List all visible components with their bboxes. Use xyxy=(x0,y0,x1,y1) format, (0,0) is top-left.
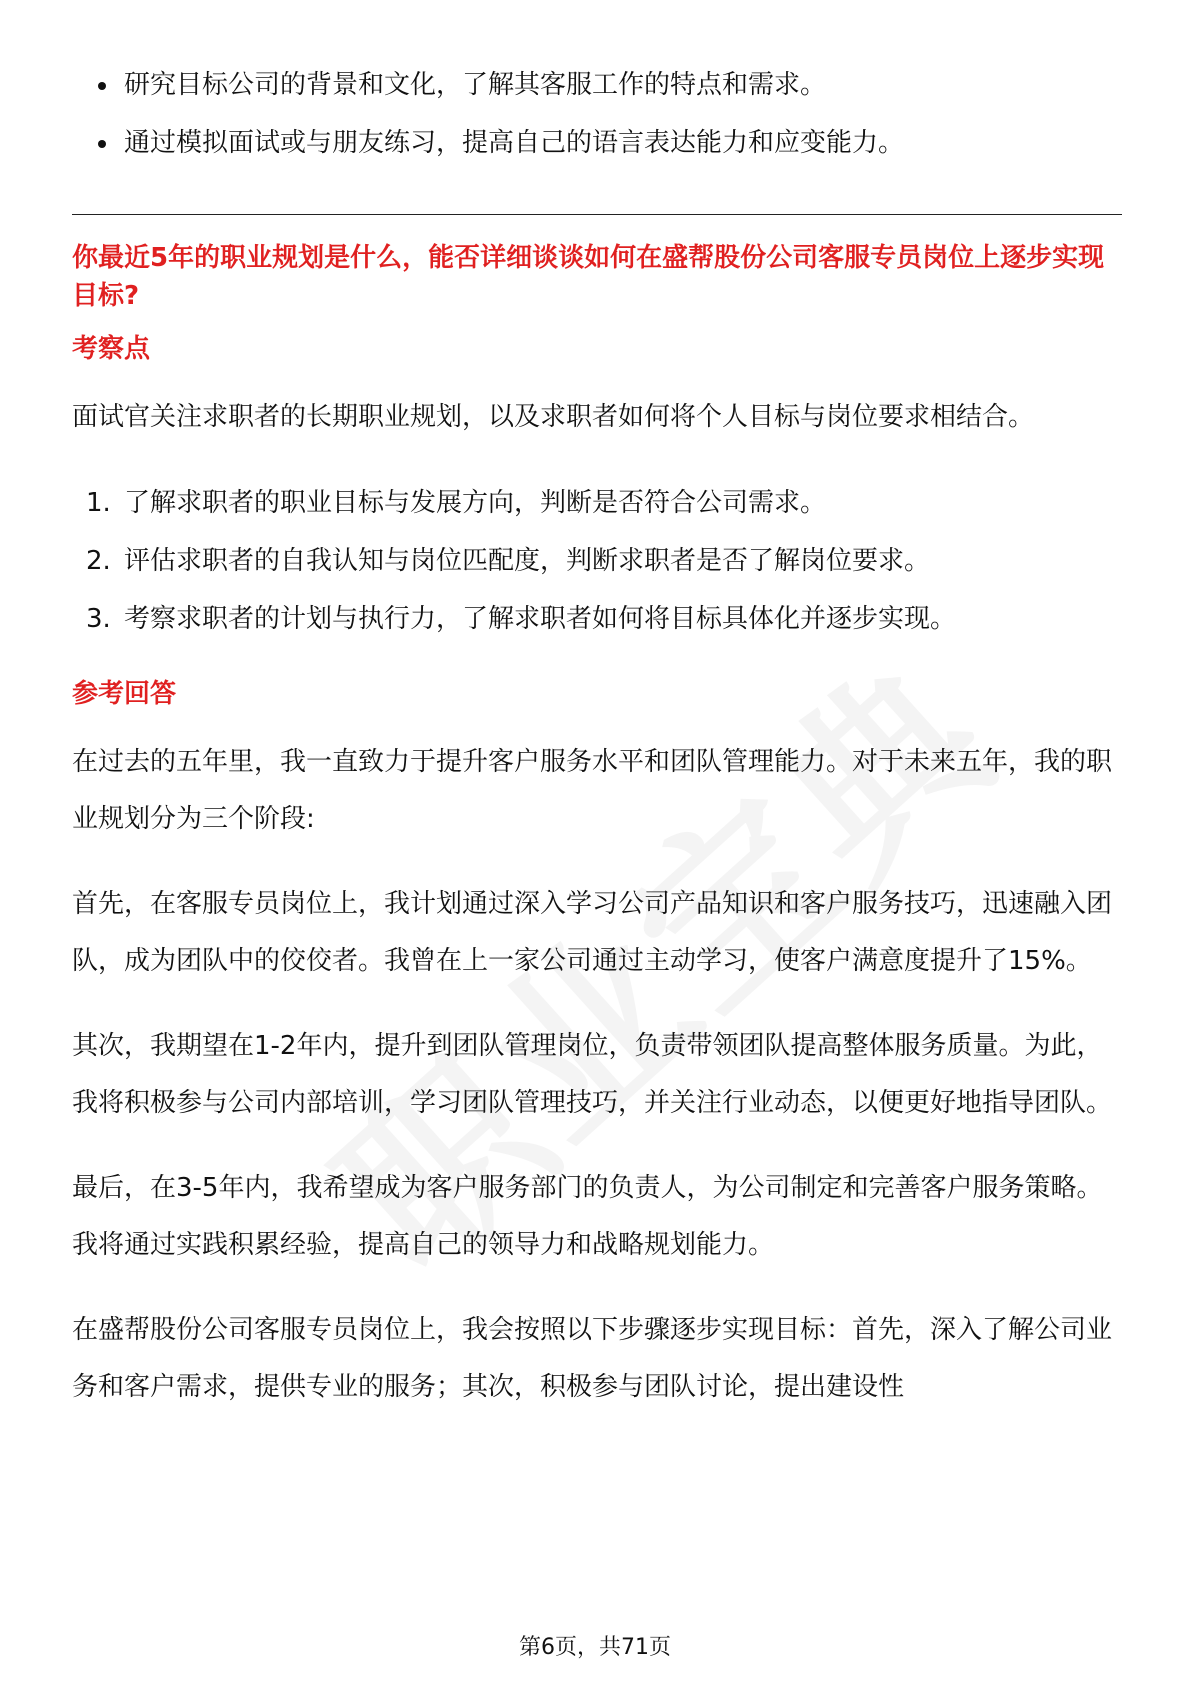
kaochadian-heading: 考察点 xyxy=(72,334,151,364)
kaochadian-intro: 面试官关注求职者的长期职业规划，以及求职者如何将个人目标与岗位要求相结合。 xyxy=(72,402,1035,432)
item-number: 3. xyxy=(86,604,111,634)
page-content xyxy=(72,56,1122,1444)
numbered-item xyxy=(72,590,1122,648)
numbered-item xyxy=(72,532,1122,590)
answer-paragraph: 其次，我期望在1-2年内，提升到团队管理岗位，负责带领团队提高整体服务质量。为此，我将积极参与公司内部培训，学习团队管理技巧，并关注行业动态，以便更好地指导团队。 xyxy=(72,1031,1113,1118)
item-number: 1. xyxy=(86,488,111,518)
bullet-text: 研究目标公司的背景和文化，了解其客服工作的特点和需求。 xyxy=(124,70,827,100)
item-text: 考察求职者的计划与执行力，了解求职者如何将目标具体化并逐步实现。 xyxy=(124,604,957,634)
answer-paragraph: 首先，在客服专员岗位上，我计划通过深入学习公司产品知识和客户服务技巧，迅速融入团队，成为团队中的佼佼者。我曾在上一家公司通过主动学习，使客户满意度提升了15%。 xyxy=(72,889,1113,976)
numbered-item xyxy=(72,474,1122,532)
bullet-dot-icon xyxy=(98,82,106,90)
top-bullet-list xyxy=(72,56,1122,172)
answer-paragraph: 在盛帮股份公司客服专员岗位上，我会按照以下步骤逐步实现目标：首先，深入了解公司业务和客户需求，提供专业的服务；其次，积极参与团队讨论，提出建设性 xyxy=(72,1315,1113,1402)
item-number: 2. xyxy=(86,546,111,576)
answer-heading: 参考回答 xyxy=(72,679,177,709)
bullet-item xyxy=(72,56,1122,114)
bullet-item xyxy=(72,114,1122,172)
bullet-dot-icon xyxy=(98,140,106,148)
answer-paragraph: 在过去的五年里，我一直致力于提升客户服务水平和团队管理能力。对于未来五年，我的职业规划分为三个阶段: xyxy=(72,747,1113,834)
page-footer: 第6页，共71页 xyxy=(519,1635,671,1660)
answer-paragraph: 最后，在3-5年内，我希望成为客户服务部门的负责人，为公司制定和完善客户服务策略。我将通过实践积累经验，提高自己的领导力和战略规划能力。 xyxy=(72,1173,1103,1260)
section-divider xyxy=(72,214,1122,215)
interview-question: 你最近5年的职业规划是什么，能否详细谈谈如何在盛帮股份公司客服专员岗位上逐步实现目标? xyxy=(72,243,1105,311)
item-text: 评估求职者的自我认知与岗位匹配度，判断求职者是否了解岗位要求。 xyxy=(124,546,931,576)
item-text: 了解求职者的职业目标与发展方向，判断是否符合公司需求。 xyxy=(124,488,827,518)
bullet-text: 通过模拟面试或与朋友练习，提高自己的语言表达能力和应变能力。 xyxy=(124,128,905,158)
kaochadian-list xyxy=(72,474,1122,648)
